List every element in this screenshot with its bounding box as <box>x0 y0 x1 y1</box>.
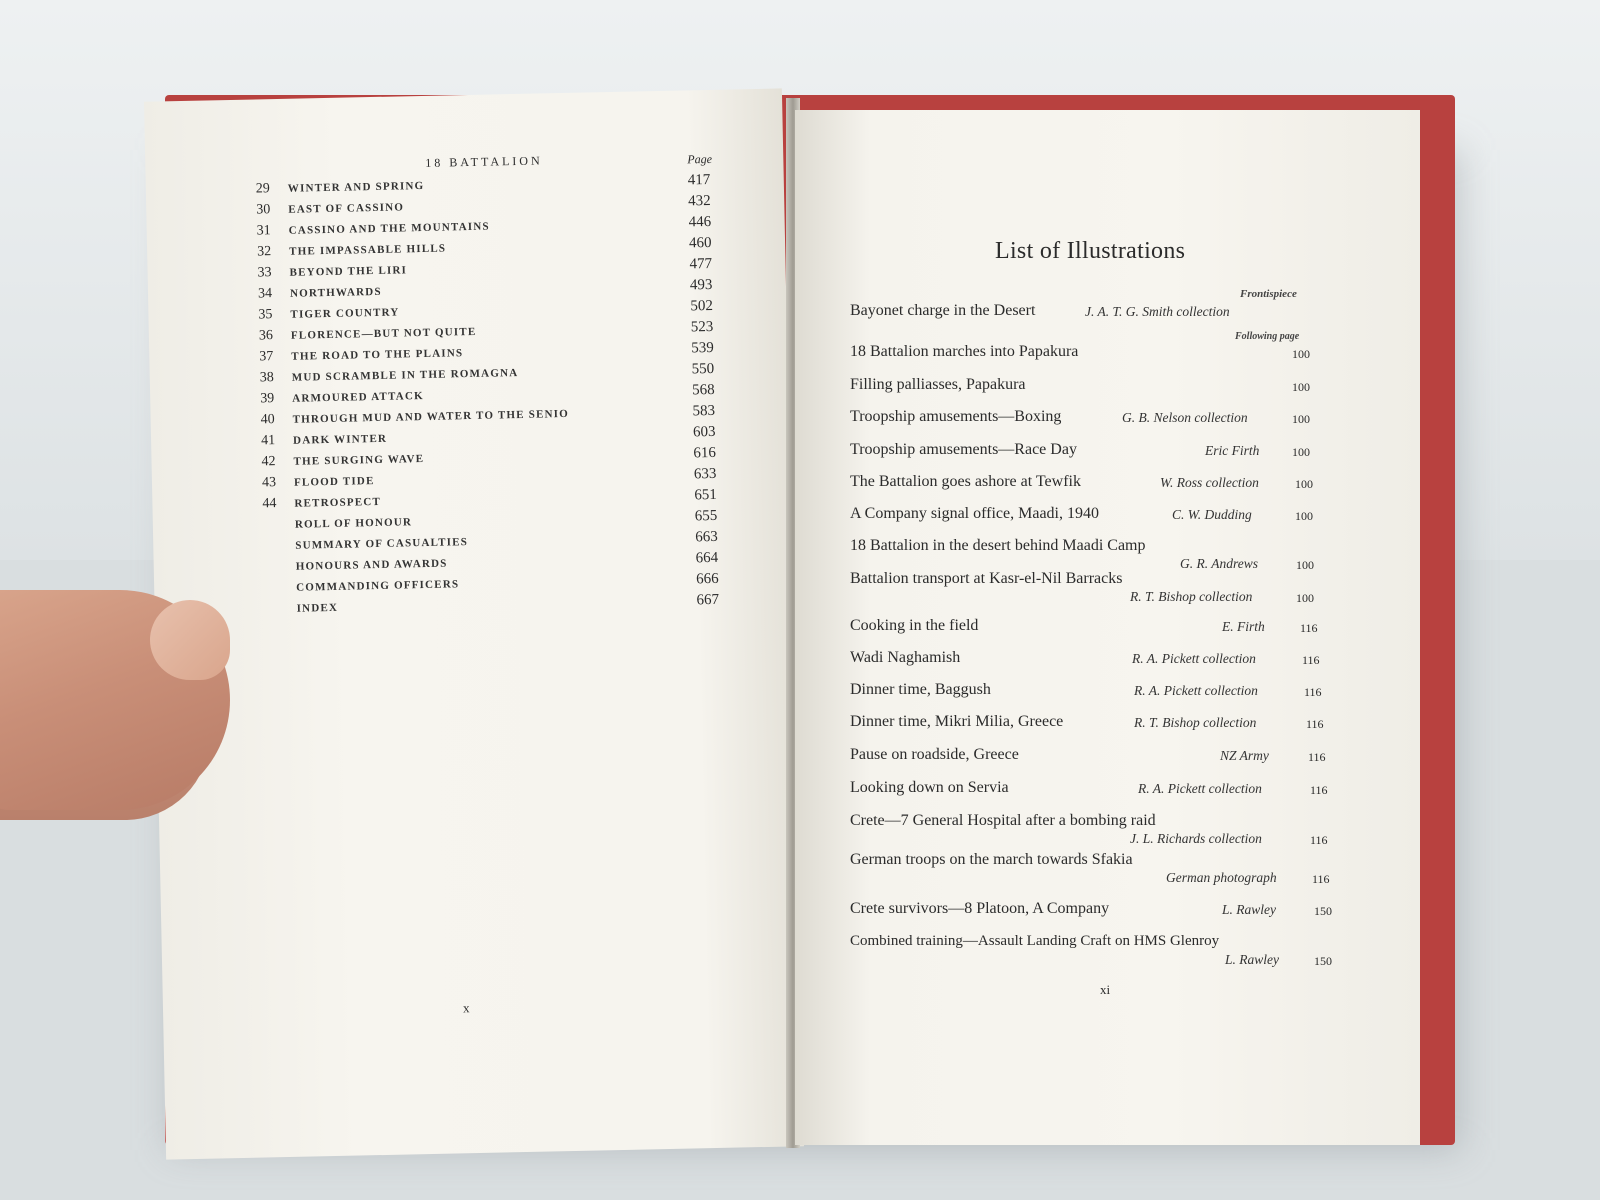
toc-title: NORTHWARDS <box>289 285 382 300</box>
illustration-credit: G. R. Andrews <box>1180 556 1259 571</box>
toc-number: 41 <box>260 433 276 449</box>
illustration-credit: L. Rawley <box>1222 902 1276 917</box>
toc-page: 493 <box>689 276 713 294</box>
illustration-credit: NZ Army <box>1220 748 1269 763</box>
toc-number: 29 <box>255 181 270 197</box>
frontispiece-label: Frontispiece <box>1240 288 1297 300</box>
toc-number <box>263 538 289 539</box>
illustration-caption: Dinner time, Baggush <box>850 681 991 698</box>
toc-page: 664 <box>695 549 719 567</box>
illustration-caption: Wadi Naghamish <box>850 649 961 666</box>
illustration-page: 100 <box>1295 509 1313 523</box>
illustration-credit: German photograph <box>1166 870 1277 885</box>
toc-page: 523 <box>690 318 714 336</box>
illustration-credit: J. L. Richards collection <box>1130 831 1262 846</box>
illustration-page: 116 <box>1312 872 1330 886</box>
toc-page: 651 <box>694 486 718 504</box>
toc-title: WINTER AND SPRING <box>287 179 425 195</box>
illustration-caption: The Battalion goes ashore at Tewfik <box>850 473 1081 490</box>
following-page-label: Following page <box>1235 331 1300 342</box>
toc-title: RETROSPECT <box>294 495 382 510</box>
illustration-page: 116 <box>1308 750 1326 764</box>
illustration-credit: E. Firth <box>1222 619 1265 634</box>
illustration-credit: C. W. Dudding <box>1172 507 1252 522</box>
toc-number: 32 <box>257 244 272 260</box>
toc-title: SUMMARY OF CASUALTIES <box>295 536 469 552</box>
illustration-caption: German troops on the march towards Sfakia <box>850 851 1133 868</box>
illustration-credit: G. B. Nelson collection <box>1122 410 1248 425</box>
illustration-caption: Pause on roadside, Greece <box>850 746 1019 763</box>
illustration-credit: R. A. Pickett collection <box>1138 781 1262 796</box>
toc-page: 539 <box>691 339 714 357</box>
illustration-caption: 18 Battalion marches into Papakura <box>850 343 1079 360</box>
toc-title: COMMANDING OFFICERS <box>296 578 460 594</box>
illustration-credit: Eric Firth <box>1205 443 1260 458</box>
toc-title: DARK WINTER <box>292 432 388 447</box>
illustration-credit: W. Ross collection <box>1160 475 1259 490</box>
toc-page: 417 <box>687 171 711 189</box>
page-number: xi <box>1100 982 1111 997</box>
thumb-tip <box>150 600 230 680</box>
illustration-page: 100 <box>1292 445 1310 459</box>
running-head: 18 BATTALION <box>425 153 543 170</box>
illustration-page: 116 <box>1304 685 1322 699</box>
toc-number <box>264 559 290 560</box>
illustration-credit: R. A. Pickett collection <box>1134 683 1258 698</box>
illustration-page: 116 <box>1310 783 1328 797</box>
illustration-caption: Dinner time, Mikri Milia, Greece <box>850 713 1064 730</box>
toc-title: ARMOURED ATTACK <box>292 390 424 405</box>
illustration-caption: Battalion transport at Kasr-el-Nil Barracks <box>850 570 1123 587</box>
illustration-page: 100 <box>1296 591 1314 605</box>
toc-title: FLORENCE—BUT NOT QUITE <box>290 325 477 342</box>
illustration-caption: 18 Battalion in the desert behind Maadi Camp <box>850 537 1146 554</box>
illustration-credit: R. T. Bishop collection <box>1134 715 1257 730</box>
toc-page: 655 <box>694 507 718 525</box>
illustration-caption: Combined training—Assault Landing Craft on HMS Glenroy <box>850 933 1220 949</box>
toc-page: 502 <box>690 297 714 315</box>
toc-title: THE IMPASSABLE HILLS <box>289 242 447 258</box>
illustration-page: 100 <box>1292 380 1310 394</box>
toc-title: BEYOND THE LIRI <box>289 264 408 279</box>
illustration-page: 116 <box>1306 717 1324 731</box>
toc-title: THE SURGING WAVE <box>293 453 425 468</box>
illustration-credit: J. A. T. G. Smith collection <box>1085 304 1230 319</box>
toc-title: TIGER COUNTRY <box>290 306 400 321</box>
illustration-page: 100 <box>1292 412 1310 426</box>
toc-page: 460 <box>688 234 712 252</box>
toc-page: 583 <box>692 402 716 420</box>
toc-page: 550 <box>691 360 715 378</box>
illustration-credit: R. T. Bishop collection <box>1130 589 1253 604</box>
illustration-caption: A Company signal office, Maadi, 1940 <box>850 505 1099 522</box>
illustration-caption: Troopship amusements—Race Day <box>850 441 1077 458</box>
toc-number: 34 <box>257 286 273 302</box>
toc-title: THROUGH MUD AND WATER TO THE SENIO <box>292 407 570 426</box>
toc-number <box>264 580 290 581</box>
illustration-caption: Looking down on Servia <box>850 779 1009 796</box>
page-title: List of Illustrations <box>995 238 1186 264</box>
toc-number <box>264 601 290 602</box>
illustration-caption: Crete survivors—8 Platoon, A Company <box>850 900 1110 917</box>
illustration-page: 150 <box>1314 904 1332 918</box>
toc-title: CASSINO AND THE MOUNTAINS <box>288 220 490 237</box>
toc-number: 33 <box>257 265 272 281</box>
toc-page: 633 <box>693 465 717 483</box>
illustration-page: 116 <box>1310 833 1328 847</box>
page-column-header: Page <box>687 151 713 167</box>
toc-page: 446 <box>688 213 712 231</box>
toc-title: MUD SCRAMBLE IN THE ROMAGNA <box>291 367 519 384</box>
toc-title: INDEX <box>296 601 339 615</box>
toc-number: 35 <box>258 307 273 323</box>
toc-number: 31 <box>256 223 271 239</box>
page-number: x <box>462 1000 470 1016</box>
left-page <box>144 88 804 1159</box>
toc-number: 44 <box>262 496 277 512</box>
toc-page: 616 <box>693 444 717 462</box>
toc-title: HONOURS AND AWARDS <box>295 557 448 573</box>
toc-number: 40 <box>260 412 275 428</box>
illustration-page: 100 <box>1295 477 1313 491</box>
illustration-credit: L. Rawley <box>1225 952 1279 967</box>
toc-title: FLOOD TIDE <box>293 475 375 489</box>
illustration-caption: Crete—7 General Hospital after a bombing raid <box>850 812 1156 829</box>
toc-title: ROLL OF HONOUR <box>294 516 413 531</box>
toc-page: 663 <box>695 528 718 546</box>
toc-title: THE ROAD TO THE PLAINS <box>291 347 464 363</box>
illustration-credit: R. A. Pickett collection <box>1132 651 1256 666</box>
illustration-caption: Bayonet charge in the Desert <box>850 302 1036 319</box>
illustration-page: 100 <box>1292 347 1310 361</box>
toc-page: 477 <box>689 255 713 273</box>
toc-number: 38 <box>259 370 274 386</box>
toc-page: 667 <box>696 591 720 609</box>
toc-number: 36 <box>258 328 274 344</box>
toc-number: 39 <box>260 391 275 407</box>
illustration-caption: Filling palliasses, Papakura <box>850 376 1026 393</box>
toc-title: EAST OF CASSINO <box>288 201 405 216</box>
toc-page: 432 <box>688 192 711 210</box>
right-page <box>795 110 1420 1145</box>
illustration-page: 116 <box>1300 621 1318 635</box>
toc-page: 603 <box>692 423 716 441</box>
illustration-page: 150 <box>1314 954 1332 968</box>
toc-number: 42 <box>261 454 276 470</box>
illustration-caption: Cooking in the field <box>850 617 979 634</box>
toc-number: 30 <box>256 202 271 218</box>
toc-page: 568 <box>691 381 715 399</box>
toc-number <box>263 517 289 518</box>
toc-number: 37 <box>259 349 274 365</box>
toc-number: 43 <box>261 475 277 491</box>
illustration-page: 100 <box>1296 558 1314 572</box>
illustration-caption: Troopship amusements—Boxing <box>850 408 1062 425</box>
toc-page: 666 <box>695 570 719 588</box>
illustration-page: 116 <box>1302 653 1320 667</box>
